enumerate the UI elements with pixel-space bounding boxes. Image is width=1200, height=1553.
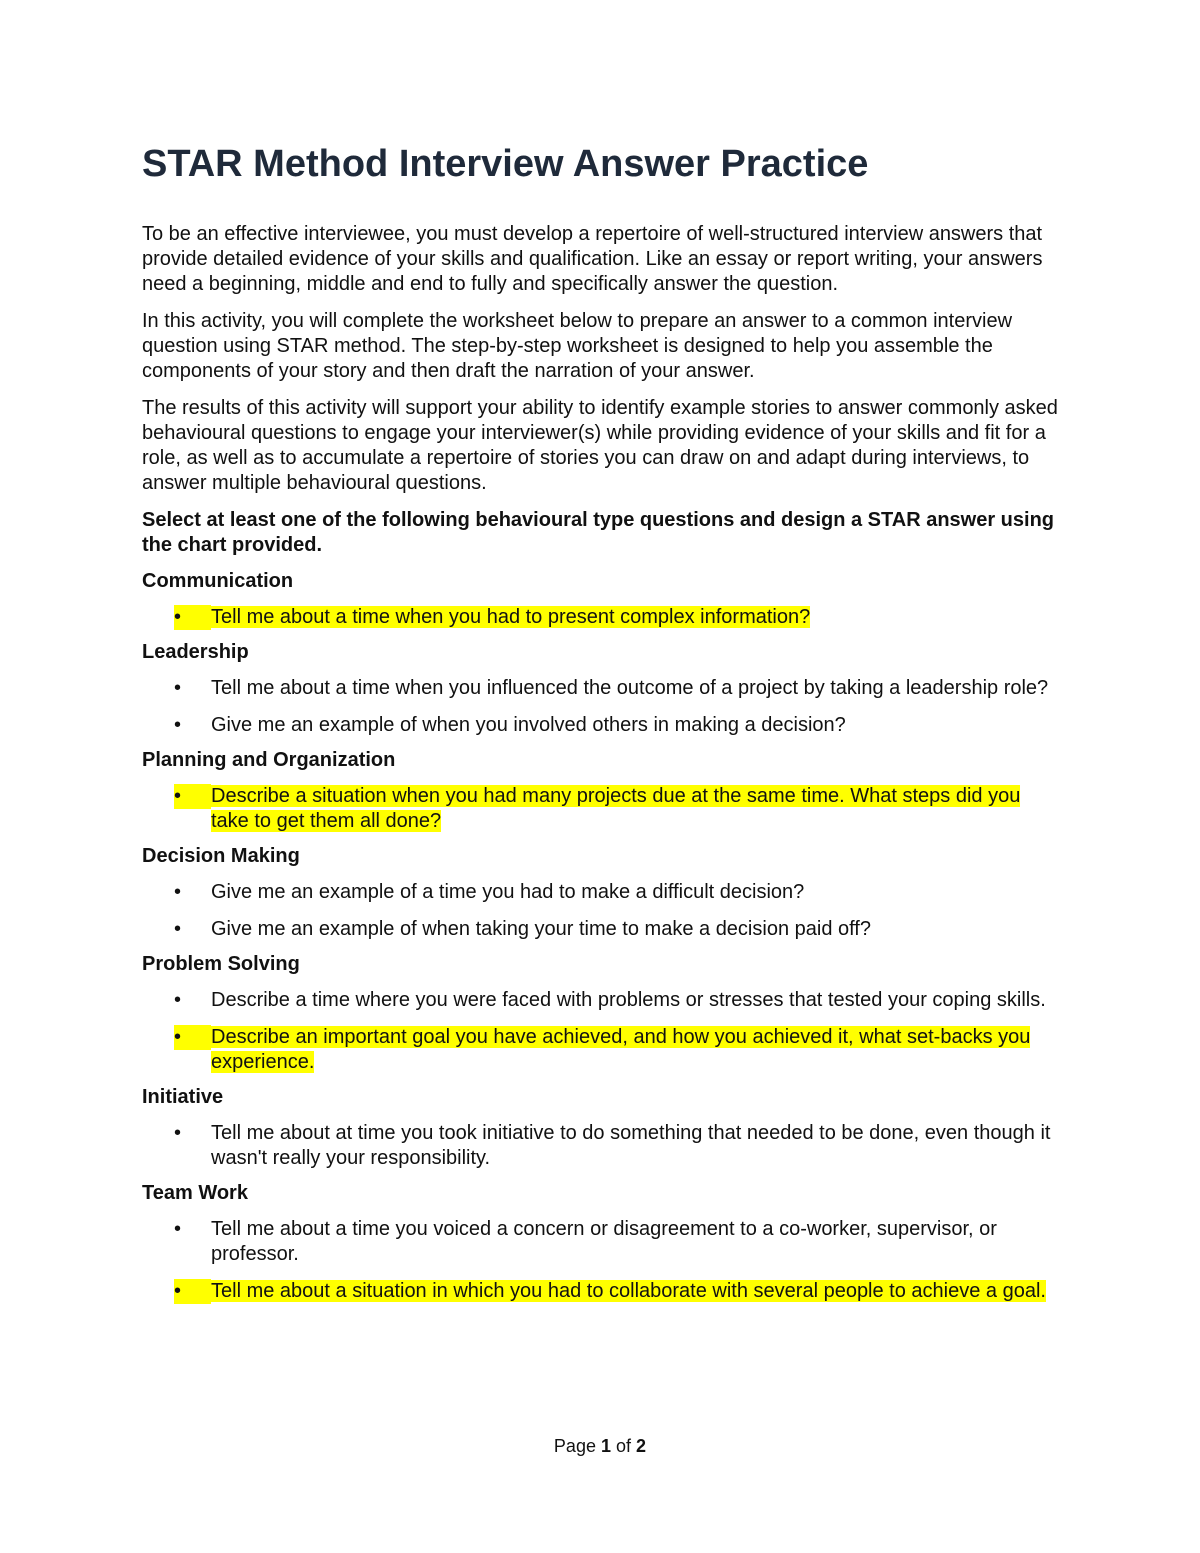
question-text: Give me an example of a time you had to make a difficult decision? [211, 881, 805, 903]
question-item [142, 1025, 1062, 1075]
question-text: Describe a situation when you had many projects due at the same time. What steps did you take to get them all done? [211, 785, 1021, 832]
question-list [142, 784, 1062, 834]
question-text: Tell me about a time when you had to present complex information? [211, 606, 811, 628]
page-footer [0, 1434, 1200, 1458]
instruction-text: Select at least one of the following behavioural type questions and design a STAR answer using the chart provided. [142, 509, 1055, 556]
bullet-icon: • [174, 714, 182, 736]
document-body [142, 222, 1062, 1314]
of-label: of [616, 1436, 632, 1456]
question-item [142, 1217, 1062, 1267]
question-item [142, 784, 1062, 834]
intro-paragraph-3: The results of this activity will support your ability to identify example stories to answer commonly asked behavioural questions to engage your interviewer(s) while providing evidence of your skills and fit for a role, as well as to accumulate a repertoire of stories you can draw on and adapt during interviews, to answer multiple behavioural questions. [142, 397, 1058, 494]
category-title: Planning and Organization [142, 749, 396, 771]
category-title: Communication [142, 570, 294, 592]
bullet-icon: • [174, 918, 182, 940]
bullet-icon: • [174, 1122, 182, 1144]
question-list [142, 1217, 1062, 1304]
bullet-icon: • [174, 881, 182, 903]
category-title: Problem Solving [142, 953, 300, 975]
question-text: Tell me about a time you voiced a concern or disagreement to a co-worker, supervisor, or professor. [211, 1218, 997, 1265]
current-page-number: 1 [600, 1436, 611, 1456]
bullet-icon: • [174, 677, 182, 699]
bullet-icon: • [174, 605, 211, 630]
bullet-icon: • [174, 1218, 182, 1240]
intro-paragraph-1: To be an effective interviewee, you must develop a repertoire of well-structured interview answers that provide detailed evidence of your skills and qualification. Like an essay or report writing, your answers need a beginning, middle and end to fully and specifically answer the question. [142, 223, 1043, 295]
question-text: Give me an example of when taking your time to make a decision paid off? [211, 918, 871, 940]
question-text: Give me an example of when you involved others in making a decision? [211, 714, 846, 736]
question-list [142, 676, 1062, 738]
question-item [142, 1121, 1062, 1171]
question-item [142, 713, 1062, 738]
category-title: Decision Making [142, 845, 300, 867]
category-title: Leadership [142, 641, 249, 663]
question-item [142, 605, 1062, 630]
bullet-icon: • [174, 784, 211, 809]
document-title: STAR Method Interview Answer Practice [142, 143, 869, 185]
question-text: Tell me about a time when you influenced the outcome of a project by taking a leadership role? [211, 677, 1049, 699]
intro-paragraph-2: In this activity, you will complete the worksheet below to prepare an answer to a common interview question using STAR method. The step-by-step worksheet is designed to help you assemble the components of your story and then draft the narration of your answer. [142, 310, 1013, 382]
bullet-icon: • [174, 1279, 211, 1304]
question-list [142, 605, 1062, 630]
total-pages-number: 2 [636, 1436, 647, 1456]
question-text: Tell me about at time you took initiative to do something that needed to be done, even though it wasn't really your responsibility. [211, 1122, 1051, 1169]
bullet-icon: • [174, 1025, 211, 1050]
question-item [142, 676, 1062, 701]
question-list [142, 880, 1062, 942]
question-categories [142, 569, 1062, 1304]
page-label: Page [553, 1436, 596, 1456]
question-text: Describe an important goal you have achieved, and how you achieved it, what set-backs you experience. [211, 1026, 1031, 1073]
category-title: Initiative [142, 1086, 224, 1108]
question-item [142, 988, 1062, 1013]
question-item [142, 917, 1062, 942]
question-text: Describe a time where you were faced with problems or stresses that tested your coping skills. [211, 989, 1046, 1011]
question-item [142, 1279, 1062, 1304]
bullet-icon: • [174, 989, 182, 1011]
question-text: Tell me about a situation in which you had to collaborate with several people to achieve a goal. [211, 1280, 1046, 1302]
question-item [142, 880, 1062, 905]
category-title: Team Work [142, 1182, 248, 1204]
question-list [142, 1121, 1062, 1171]
question-list [142, 988, 1062, 1075]
